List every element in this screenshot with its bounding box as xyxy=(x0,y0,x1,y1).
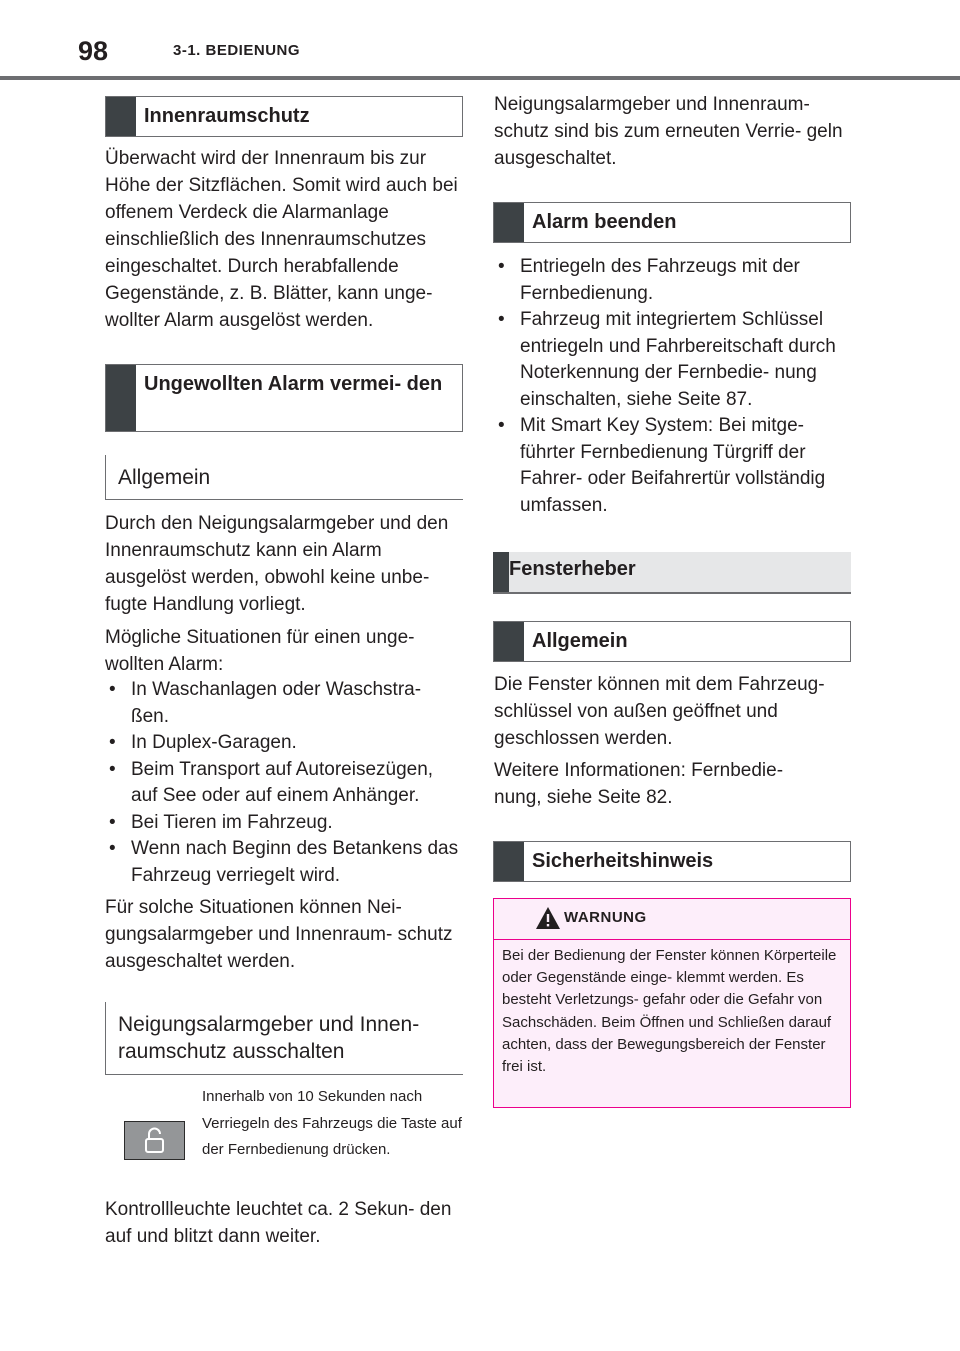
heading-ungewollten-alarm xyxy=(105,364,463,432)
heading-text: Fensterheber xyxy=(509,558,636,580)
instruction-text: Innerhalb von 10 Sekunden nach Verriegeln des Fahrzeugs die Taste auf der Fernbedienung drücken. xyxy=(202,1088,462,1158)
paragraph-fenster-2: Weitere Informationen: Fernbedie- nung, siehe Seite 82. xyxy=(494,760,784,808)
heading-bar xyxy=(106,365,136,431)
heading-bar xyxy=(493,552,509,592)
list-item: • Mit Smart Key System: Bei mitge- führter Fernbedienung Türgriff der Fahrer- oder Beifahrertür vollständig umfassen. xyxy=(494,413,852,519)
heading-bar xyxy=(494,203,524,242)
paragraph-ungewollt-1: Durch den Neigungsalarmgeber und den Innenraumschutz kann ein Alarm ausgelöst werden, obwohl keine unbe- fugte Handlung vorliegt. xyxy=(105,513,449,615)
heading-text: Innenraumschutz xyxy=(144,105,310,127)
lock-button-graphic xyxy=(124,1121,185,1160)
subheading-allgemein xyxy=(105,455,463,500)
paragraph-innenraumschutz: Überwacht wird der Innenraum bis zur Höhe der Sitzflächen. Somit wird auch bei offenem Verdeck die Alarmanlage einschließlich des Innenraumschutzes eingeschaltet. Durch herabfallende Gegenstände, z. B. Blätter, kann unge- wollter Alarm ausgelöst werden. xyxy=(105,148,458,331)
subheading-text: Neigungsalarmgeber und Innen- raumschutz ausschalten xyxy=(118,1013,420,1063)
heading-text: Ungewollten Alarm vermei- den xyxy=(144,373,443,395)
heading-sicherheitshinweis xyxy=(493,841,851,882)
header-rule xyxy=(0,76,960,80)
paragraph-ungewollt-3: Für solche Situationen können Nei- gungsalarmgeber und Innenraum- schutz ausgeschaltet werden. xyxy=(105,897,453,972)
heading-text: Allgemein xyxy=(532,630,628,652)
list-item: • Fahrzeug mit integriertem Schlüssel entriegeln und Fahrbereitschaft durch Noterkennung der Fernbedie- nung einschalten, siehe Seite 87. xyxy=(494,307,852,413)
heading-alarm-beenden xyxy=(493,202,851,243)
page-number: 98 xyxy=(78,36,109,66)
lock-open-icon xyxy=(125,1122,184,1159)
paragraph-right-top: Neigungsalarmgeber und Innenraum- schutz sind bis zum erneuten Verrie- geln ausgeschaltet. xyxy=(494,94,843,169)
list-item: • Entriegeln des Fahrzeugs mit der Fernbedienung. xyxy=(494,254,852,307)
paragraph-fenster-1: Die Fenster können mit dem Fahrzeug- schlüssel von außen geöffnet und geschlossen werden. xyxy=(494,674,825,749)
heading-innenraumschutz xyxy=(105,96,463,137)
list-alarm-beenden xyxy=(494,254,852,519)
warning-title: WARNUNG xyxy=(564,909,647,926)
warning-header xyxy=(494,899,850,940)
subheading-text: Allgemein xyxy=(118,466,211,489)
heading-allgemein-fenster xyxy=(493,621,851,662)
list-item: • Wenn nach Beginn des Betankens das Fahrzeug verriegelt wird. xyxy=(105,836,463,889)
heading-bar xyxy=(494,842,524,881)
section-title: 3-1. BEDIENUNG xyxy=(173,42,301,59)
list-situations xyxy=(105,677,463,889)
heading-text: Sicherheitshinweis xyxy=(532,850,714,872)
paragraph-ungewollt-2: Mögliche Situationen für einen unge- wollten Alarm: xyxy=(105,627,415,675)
warning-box xyxy=(493,898,851,1108)
list-item: • Beim Transport auf Autoreisezügen, auf See oder auf einem Anhänger. xyxy=(105,757,463,810)
list-item: • In Duplex-Garagen. xyxy=(105,730,463,757)
paragraph-kontrollleuchte: Kontrollleuchte leuchtet ca. 2 Sekun- den auf und blitzt dann weiter. xyxy=(105,1199,452,1247)
heading-bar xyxy=(494,622,524,661)
list-item: • In Waschanlagen oder Waschstra- ßen. xyxy=(105,677,463,730)
heading-bar xyxy=(106,97,136,136)
warning-triangle-icon xyxy=(535,906,561,930)
warning-text: Bei der Bedienung der Fenster können Körperteile oder Gegenstände einge- klemmt werden. Es besteht Verletzungs- gefahr oder die Gefahr von Sachschäden. Beim Öffnen und Schließen darauf achten, dass der Bewegungsbereich der Fenster frei ist. xyxy=(502,947,837,1076)
heading-fensterheber xyxy=(493,552,851,594)
heading-text: Alarm beenden xyxy=(532,211,677,233)
subheading-ausschalten xyxy=(105,1002,463,1075)
list-item: • Bei Tieren im Fahrzeug. xyxy=(105,810,463,837)
